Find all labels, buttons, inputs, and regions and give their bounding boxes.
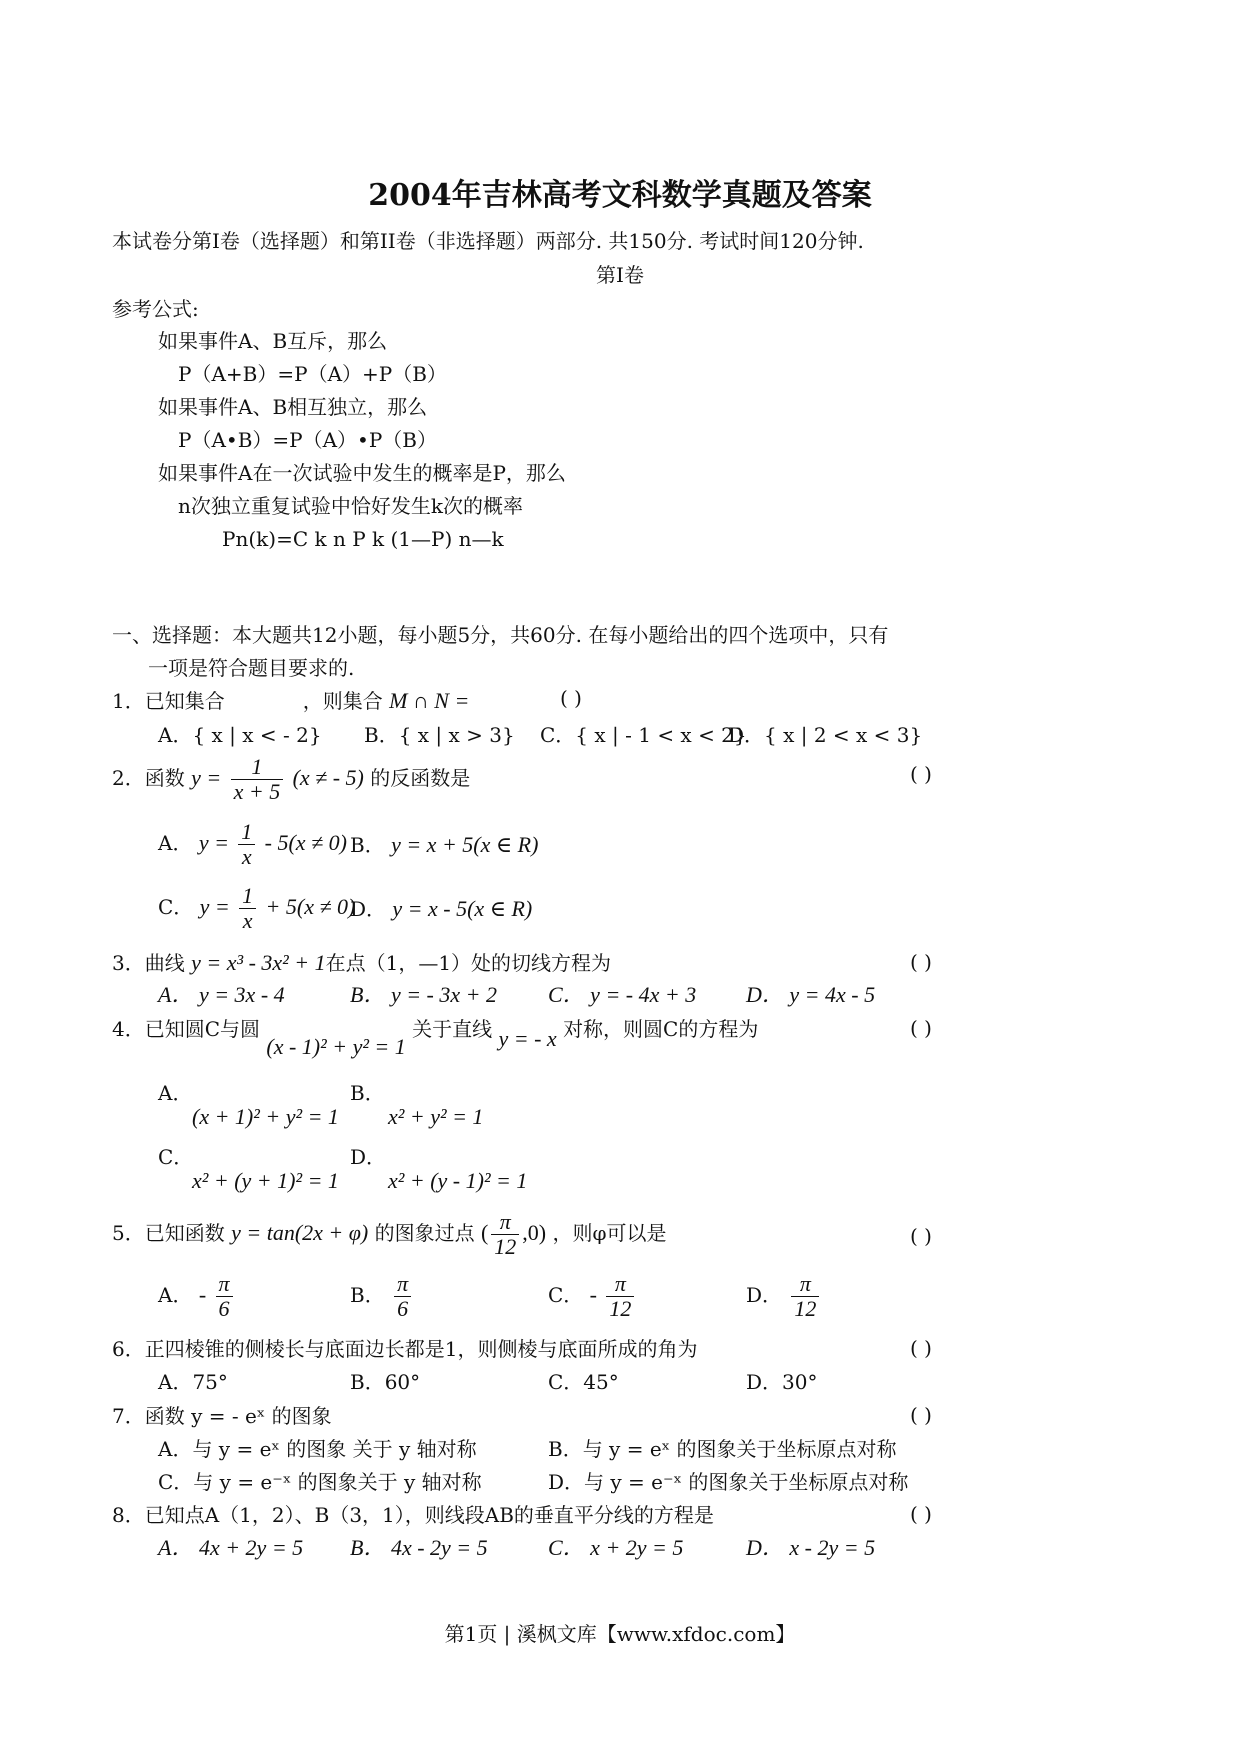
question-6: 6．正四棱锥的侧棱长与底面边长都是1，则侧棱与底面所成的角为 [112, 1337, 698, 1361]
question-1: 1．已知集合 ，则集合 M ∩ N = [112, 688, 470, 713]
answer-paren: ( ) [910, 1224, 932, 1248]
option-b: B． y = x + 5(x ∈ R) [350, 832, 539, 857]
option-a: A．与 y = eˣ 的图象 关于 y 轴对称 [158, 1437, 477, 1461]
question-2: 2．函数 y = $\frac{1}{x + 5}$ (x ≠ - 5) 的反函数是 [112, 754, 471, 804]
option-a: A． y = 3x - 4 [158, 982, 285, 1007]
option-c: x² + (y + 1)² = 1 [192, 1168, 339, 1193]
option-c: C．45° [548, 1370, 619, 1394]
formula-line: P（A•B）=P（A）•P（B） [178, 428, 438, 452]
option-d: D． x - 2y = 5 [746, 1535, 876, 1560]
section-heading: 一、选择题：本大题共12小题，每小题5分，共60分. 在每小题给出的四个选项中，只有 [112, 623, 889, 647]
option-b: B．{ x | x > 3} [364, 723, 515, 747]
option-d: D． $\frac{\pi}{12}$ [746, 1272, 822, 1321]
option-d: D．与 y = e⁻ˣ 的图象关于坐标原点对称 [548, 1470, 909, 1494]
option-b: B． 4x - 2y = 5 [350, 1535, 488, 1560]
formula-line: P（A+B）=P（A）+P（B） [178, 362, 447, 386]
option-c: C． y = $\frac{1}{x}$ + 5(x ≠ 0) [158, 883, 356, 933]
formula-line: 如果事件A、B互斥，那么 [158, 329, 388, 353]
option-a: A． y = $\frac{1}{x}$ - 5(x ≠ 0) [158, 819, 347, 869]
option-c: C． x + 2y = 5 [548, 1535, 684, 1560]
formula-line: 如果事件A在一次试验中发生的概率是P，那么 [158, 461, 566, 485]
answer-paren: ( ) [910, 762, 932, 786]
formula-line: n次独立重复试验中恰好发生k次的概率 [178, 494, 523, 518]
formula-line: 如果事件A、B相互独立，那么 [158, 395, 428, 419]
option-a: A．{ x | x < - 2} [158, 723, 322, 747]
option-a: A． 4x + 2y = 5 [158, 1535, 304, 1560]
question-7: 7．函数 y = - eˣ 的图象 [112, 1404, 332, 1428]
page-footer: 第1页 | 溪枫文库【www.xfdoc.com】 [444, 1622, 796, 1646]
option-a: A． - $\frac{\pi}{6}$ [158, 1272, 236, 1321]
option-b: B． y = - 3x + 2 [350, 982, 497, 1007]
option-d: x² + (y - 1)² = 1 [388, 1168, 528, 1193]
formula-heading: 参考公式: [112, 297, 199, 321]
option-b: B． $\frac{\pi}{6}$ [350, 1272, 414, 1321]
option-c: C．{ x | - 1 < x < 2} [540, 723, 747, 747]
option-d: D． y = 4x - 5 [746, 982, 876, 1007]
option-b: x² + y² = 1 [388, 1104, 484, 1129]
option-c: C．与 y = e⁻ˣ 的图象关于 y 轴对称 [158, 1470, 482, 1494]
option-d: D． y = x - 5(x ∈ R) [350, 896, 533, 921]
answer-paren: ( ) [910, 1403, 932, 1427]
question-3: 3．曲线 y = x³ - 3x² + 1在点（1，—1）处的切线方程为 [112, 950, 612, 975]
intro-text: 本试卷分第I卷（选择题）和第II卷（非选择题）两部分. 共150分. 考试时间120分钟. [112, 229, 864, 253]
option-a: A．75° [158, 1370, 228, 1394]
option-a: (x + 1)² + y² = 1 [192, 1104, 339, 1129]
option-c-label: C． [158, 1145, 194, 1169]
option-c: C． y = - 4x + 3 [548, 982, 697, 1007]
question-8: 8．已知点A（1，2）、B（3，1），则线段AB的垂直平分线的方程是 [112, 1503, 714, 1527]
question-5: 5．已知函数 y = tan(2x + φ) 的图象过点 ( $\frac{\pi}{12}$ ,0) ，则φ可以是 [112, 1209, 667, 1259]
option-c: C． - $\frac{\pi}{12}$ [548, 1272, 637, 1321]
answer-paren: ( ) [560, 686, 582, 710]
section-heading-cont: 一项是符合题目要求的. [148, 656, 355, 680]
question-4: 4．已知圆C与圆 (x - 1)² + y² = 1 关于直线 y = - x 对称，则圆C的方程为 [112, 1017, 759, 1059]
answer-paren: ( ) [910, 1016, 932, 1040]
option-d: D．{ x | 2 < x < 3} [728, 723, 923, 747]
option-d: D．30° [746, 1370, 818, 1394]
option-d-label: D． [350, 1145, 387, 1169]
binomial-formula: Pn(k)=C k n P k (1—P) n—k [222, 527, 504, 551]
answer-paren: ( ) [910, 1336, 932, 1360]
answer-paren: ( ) [910, 1502, 932, 1526]
option-b-label: B． [350, 1081, 385, 1105]
option-b: B．60° [350, 1370, 421, 1394]
page-title: 2004年吉林高考文科数学真题及答案 [368, 178, 872, 213]
option-a-label: A． [158, 1081, 193, 1105]
answer-paren: ( ) [910, 950, 932, 974]
option-b: B．与 y = eˣ 的图象关于坐标原点对称 [548, 1437, 897, 1461]
volume-label: 第I卷 [596, 263, 644, 287]
